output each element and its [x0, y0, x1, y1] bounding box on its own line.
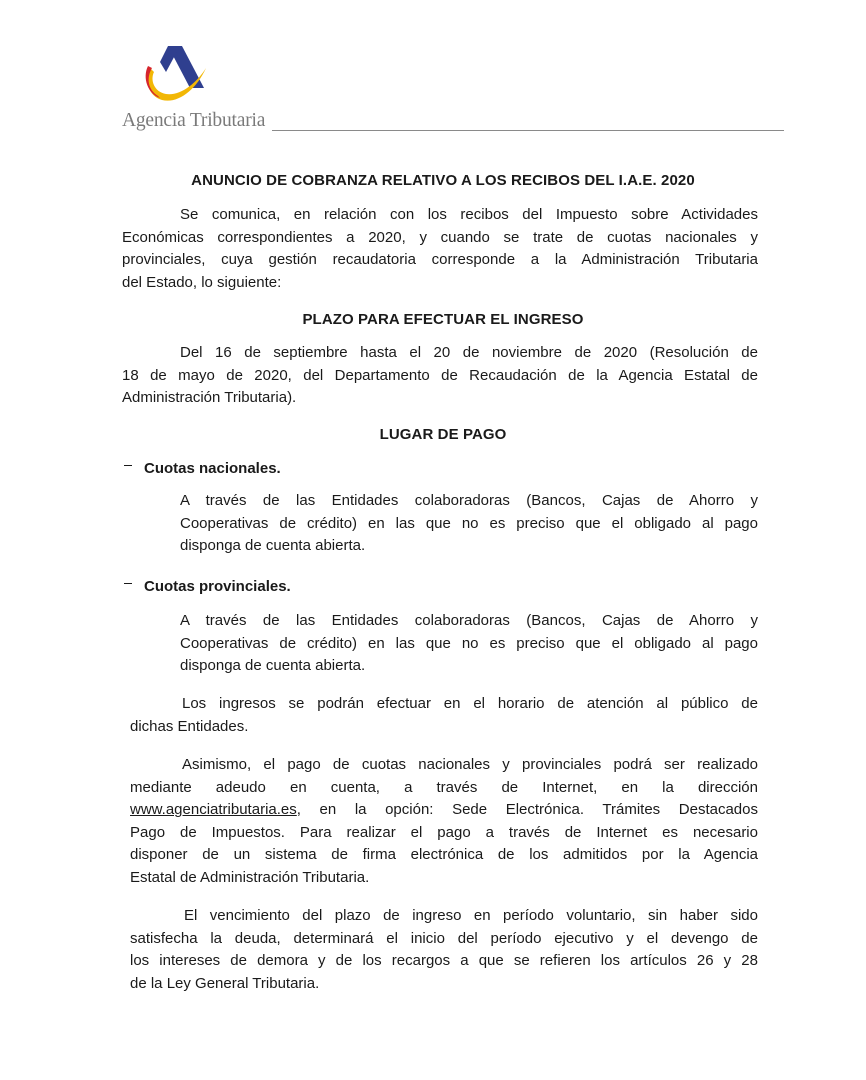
text-line [130, 799, 758, 822]
page-header [122, 40, 784, 134]
plazo-paragraph [122, 342, 758, 410]
text-line: Administración Tributaria). [122, 389, 297, 407]
plazo-heading: PLAZO PARA EFECTUAR EL INGRESO [302, 311, 584, 328]
text-line: disponga de cuenta abierta. [180, 657, 366, 675]
text-line: Cooperativas de crédito) en las que no es preciso que el obligado al pago [180, 514, 758, 532]
text-line: A través de las Entidades colaboradoras (Bancos, Cajas de Ahorro y [180, 612, 758, 629]
document-title: ANUNCIO DE COBRANZA RELATIVO A LOS RECIBOS DEL I.A.E. 2020 [191, 172, 695, 189]
text-line: 18 de mayo de 2020, del Departamento de Recaudación de la Agencia Estatal de [122, 366, 758, 384]
agency-name: Agencia Tributaria [122, 110, 266, 131]
provinciales-paragraph [180, 610, 758, 678]
text-line: Económicas correspondientes a 2020, y cuando se trate de cuotas nacionales y [122, 228, 758, 246]
bullet-cuotas-nacionales [124, 460, 281, 477]
nacionales-paragraph [180, 490, 758, 558]
internet-paragraph [130, 754, 758, 890]
text-line: Pago de Impuestos. Para realizar el pago a través de Internet es necesario [130, 823, 758, 841]
text-line: Del 16 de septiembre hasta el 20 de noviembre de 2020 (Resolución de [180, 344, 758, 361]
bullet-label: Cuotas nacionales. [144, 460, 281, 477]
horario-paragraph [130, 693, 758, 738]
text-line: dichas Entidades. [130, 717, 249, 735]
agencia-tributaria-logo-icon [140, 44, 210, 106]
text-line: Asimismo, el pago de cuotas nacionales y provinciales podrá ser realizado [182, 756, 758, 773]
text-line: disponer de un sistema de firma electrónica de los admitidos por la Agencia [130, 846, 758, 864]
agencia-tributaria-link[interactable]: www.agenciatributaria.es [130, 801, 297, 819]
dash-icon [124, 465, 132, 466]
text-line: A través de las Entidades colaboradoras (Bancos, Cajas de Ahorro y [180, 492, 758, 509]
text-line: disponga de cuenta abierta. [180, 537, 366, 555]
bullet-cuotas-provinciales [124, 578, 291, 595]
bullet-label: Cuotas provinciales. [144, 578, 291, 595]
text-line: del Estado, lo siguiente: [122, 273, 282, 291]
text-line: Cooperativas de crédito) en las que no es preciso que el obligado al pago [180, 634, 758, 652]
text-line: Los ingresos se podrán efectuar en el horario de atención al público de [182, 695, 758, 712]
vencimiento-paragraph [130, 905, 758, 995]
text-line: los intereses de demora y de los recargos a que se refieren los artículos 26 y 28 [130, 952, 758, 970]
intro-paragraph [122, 204, 758, 294]
header-divider [272, 130, 784, 131]
dash-icon [124, 583, 132, 584]
link-continuation: , en la opción: Sede Electrónica. Trámites Destacados [296, 801, 758, 819]
text-line: provinciales, cuya gestión recaudatoria corresponde a la Administración Tributaria [122, 251, 758, 269]
text-line: mediante adeudo en cuenta, a través de Internet, en la dirección [130, 778, 758, 796]
text-line: de la Ley General Tributaria. [130, 974, 320, 992]
lugar-heading: LUGAR DE PAGO [379, 426, 507, 443]
text-line: satisfecha la deuda, determinará el inicio del período ejecutivo y el devengo de [130, 929, 758, 947]
text-line: El vencimiento del plazo de ingreso en período voluntario, sin haber sido [184, 907, 758, 924]
text-line: Se comunica, en relación con los recibos del Impuesto sobre Actividades [180, 206, 758, 223]
text-line: Estatal de Administración Tributaria. [130, 868, 370, 886]
